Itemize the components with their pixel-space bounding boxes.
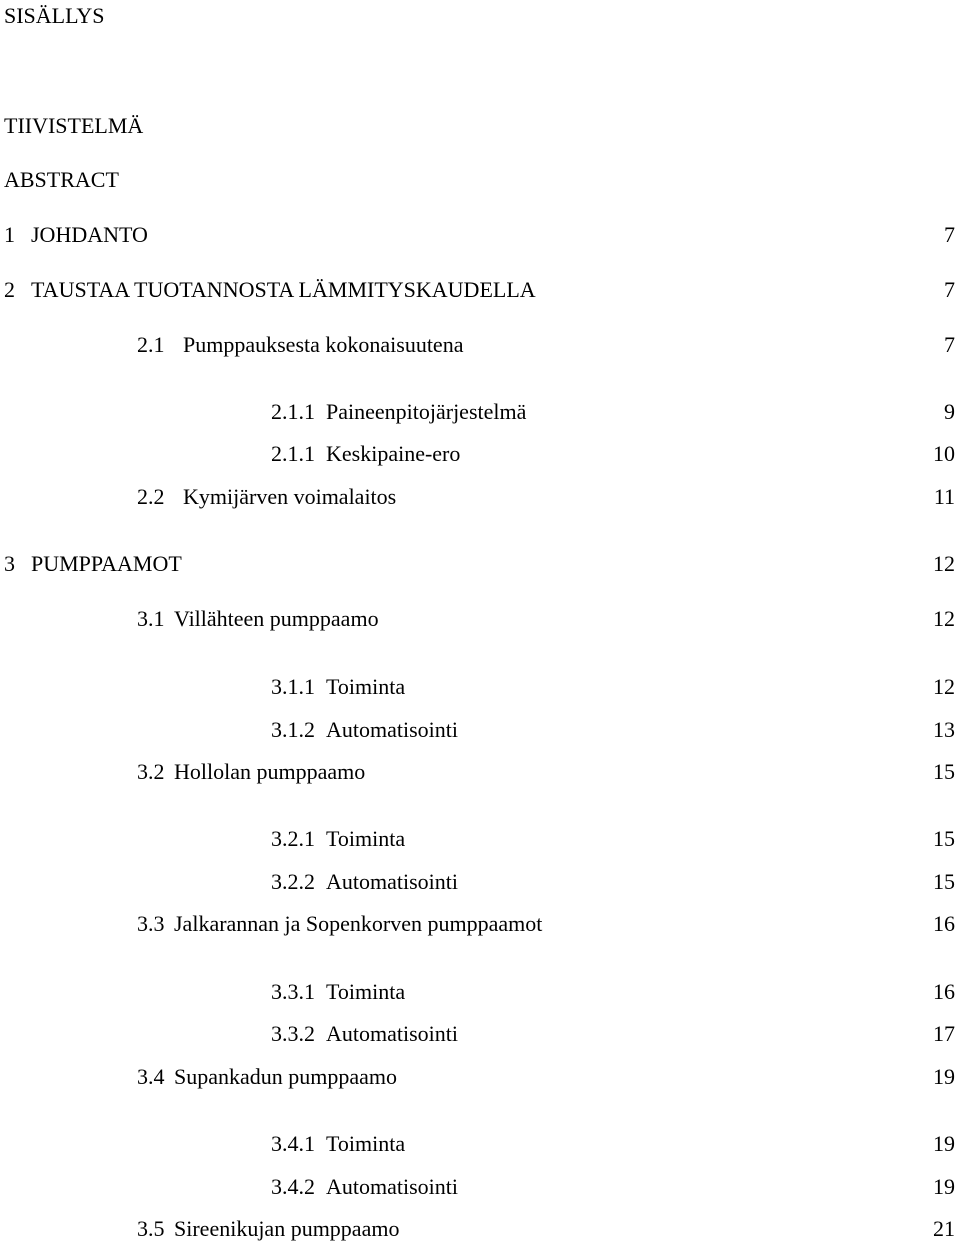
toc-entry-label: Supankadun pumppaamo xyxy=(174,1064,398,1089)
toc-entry-page: 15 xyxy=(933,869,955,894)
toc-entry-page: 13 xyxy=(933,717,955,742)
toc-entry-section-3-5[interactable] xyxy=(137,1215,955,1243)
toc-entry-page: 12 xyxy=(933,674,955,699)
toc-entry-label: Automatisointi xyxy=(326,1021,458,1046)
toc-entry-section-3-3[interactable] xyxy=(137,910,955,938)
toc-entry-label: TIIVISTELMÄ xyxy=(4,113,144,138)
toc-entry-page: 11 xyxy=(933,484,955,509)
toc-entry-number: 3.3.2 xyxy=(271,1021,315,1046)
toc-entry-subsection-3-1-2[interactable] xyxy=(271,716,955,744)
toc-entry-page: 19 xyxy=(933,1064,955,1089)
toc-entry-label: Villähteen pumppaamo xyxy=(174,606,379,631)
toc-entry-page: 7 xyxy=(944,222,955,247)
toc-entry-page: 7 xyxy=(944,332,955,357)
toc-entry-label: Sireenikujan pumppaamo xyxy=(174,1216,400,1241)
toc-entry-subsection-3-1-1[interactable] xyxy=(271,673,955,701)
toc-entry-label: Automatisointi xyxy=(326,717,458,742)
toc-entry-number: 3.2 xyxy=(137,759,165,784)
toc-entry-abstract[interactable] xyxy=(4,166,955,194)
toc-entry-label: Toiminta xyxy=(326,826,406,851)
toc-entry-tiivistelma[interactable] xyxy=(4,112,955,140)
page-title: SISÄLLYS xyxy=(4,3,105,28)
toc-entry-label: Automatisointi xyxy=(326,1174,458,1199)
toc-entry-label: Toiminta xyxy=(326,979,406,1004)
toc-entry-label: Paineenpitojärjestelmä xyxy=(326,399,527,424)
toc-entry-section-3-4[interactable] xyxy=(137,1063,955,1091)
toc-entry-number: 2 xyxy=(4,277,15,302)
toc-entry-number: 2.2 xyxy=(137,484,165,509)
toc-entry-page: 19 xyxy=(933,1174,955,1199)
toc-entry-label: Keskipaine-ero xyxy=(326,441,461,466)
toc-entry-number: 3.3.1 xyxy=(271,979,315,1004)
toc-entry-label: Hollolan pumppaamo xyxy=(174,759,366,784)
toc-entry-label: ABSTRACT xyxy=(4,167,119,192)
toc-entry-page: 16 xyxy=(933,979,955,1004)
toc-entry-page: 15 xyxy=(933,759,955,784)
toc-entry-number: 3.4.2 xyxy=(271,1174,315,1199)
toc-entry-label: PUMPPAAMOT xyxy=(31,551,182,576)
toc-entry-page: 10 xyxy=(933,441,955,466)
toc-entry-number: 3.3 xyxy=(137,911,165,936)
toc-entry-subsection-3-4-1[interactable] xyxy=(271,1130,955,1158)
toc-entry-number: 3.4 xyxy=(137,1064,165,1089)
toc-entry-subsection-3-2-1[interactable] xyxy=(271,825,955,853)
toc-entry-label: Pumppauksesta kokonaisuutena xyxy=(183,332,464,357)
toc-entry-label: Toiminta xyxy=(326,674,406,699)
toc-entry-subsection-2-1-1-b[interactable] xyxy=(271,440,955,468)
toc-entry-subsection-3-3-1[interactable] xyxy=(271,978,955,1006)
toc-entry-label: Automatisointi xyxy=(326,869,458,894)
toc-entry-number: 2.1 xyxy=(137,332,165,357)
toc-entry-label: Jalkarannan ja Sopenkorven pumppaamot xyxy=(174,911,543,936)
toc-entry-section-2-2[interactable] xyxy=(137,483,955,511)
toc-entry-section-2-1[interactable] xyxy=(137,331,955,359)
toc-entry-number: 3.5 xyxy=(137,1216,165,1241)
toc-entry-chapter-2[interactable] xyxy=(4,276,955,304)
toc-entry-page: 19 xyxy=(933,1131,955,1156)
toc-entry-section-3-1[interactable] xyxy=(137,605,955,633)
toc-entry-number: 3.1.2 xyxy=(271,717,315,742)
toc-entry-page: 7 xyxy=(944,277,955,302)
toc-entry-page: 12 xyxy=(933,606,955,631)
toc-entry-subsection-2-1-1[interactable] xyxy=(271,398,955,426)
toc-entry-chapter-3[interactable] xyxy=(4,550,955,578)
toc-entry-number: 3 xyxy=(4,551,15,576)
toc-entry-page: 15 xyxy=(933,826,955,851)
toc-entry-number: 1 xyxy=(4,222,15,247)
toc-entry-label: TAUSTAA TUOTANNOSTA LÄMMITYSKAUDELLA xyxy=(31,277,536,302)
toc-entry-number: 3.1 xyxy=(137,606,165,631)
toc-entry-page: 17 xyxy=(933,1021,955,1046)
toc-entry-subsection-3-2-2[interactable] xyxy=(271,868,955,896)
toc-entry-number: 3.2.1 xyxy=(271,826,315,851)
toc-entry-number: 2.1.1 xyxy=(271,399,315,424)
toc-entry-number: 3.4.1 xyxy=(271,1131,315,1156)
toc-entry-label: Kymijärven voimalaitos xyxy=(183,484,397,509)
toc-entry-subsection-3-3-2[interactable] xyxy=(271,1020,955,1048)
toc-entry-page: 21 xyxy=(933,1216,955,1241)
toc-entry-number: 3.2.2 xyxy=(271,869,315,894)
toc-entry-page: 16 xyxy=(933,911,955,936)
toc-entry-subsection-3-4-2[interactable] xyxy=(271,1173,955,1201)
toc-entry-page: 12 xyxy=(933,551,955,576)
toc-entry-label: JOHDANTO xyxy=(31,222,148,247)
toc-entry-chapter-1[interactable] xyxy=(4,221,955,249)
toc-entry-label: Toiminta xyxy=(326,1131,406,1156)
toc-entry-section-3-2[interactable] xyxy=(137,758,955,786)
toc-entry-number: 3.1.1 xyxy=(271,674,315,699)
toc-entry-page: 9 xyxy=(944,399,955,424)
toc-entry-number: 2.1.1 xyxy=(271,441,315,466)
